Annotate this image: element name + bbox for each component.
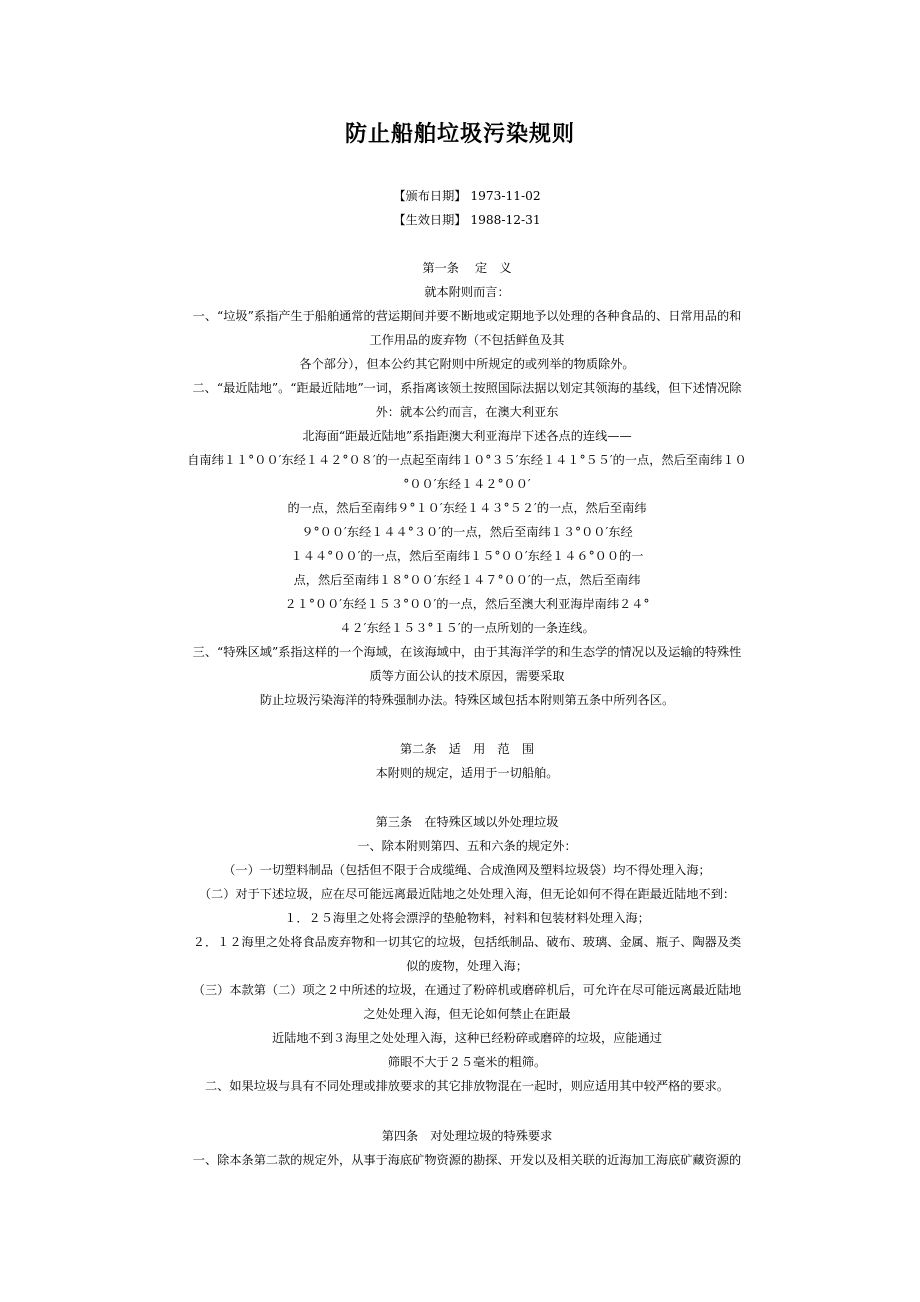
effective-date: 【生效日期】 1988-12-31 <box>393 213 541 227</box>
issue-date: 【颁布日期】 1973-11-02 <box>393 189 541 203</box>
paragraph-line: ９°００′东经１４４°３０′的一点，然后至南纬１３°００′东经 <box>301 525 633 539</box>
paragraph-line: 筛眼不大于２５毫米的粗筛。 <box>387 1055 547 1069</box>
paragraph-line: 似的废物，处理入海； <box>406 959 528 973</box>
article-1-heading: 第一条 定 义 <box>422 261 512 275</box>
paragraph-line: 之处处理入海，但无论如何禁止在距最 <box>363 1007 571 1021</box>
paragraph-line: １４４°００′的一点，然后至南纬１５°００′东经１４６°００的一 <box>290 549 644 563</box>
paragraph-line: 二、如果垃圾与具有不同处理或排放要求的其它排放物混在一起时，则应适用其中较严格的要求。 <box>204 1079 730 1093</box>
paragraph-line: ２１°００′东经１５３°００′的一点，然后至澳大利亚海岸南纬２４° <box>284 597 650 611</box>
paragraph-line: （二）对于下述垃圾，应在尽可能远离最近陆地之处处理入海，但无论如何不得在距最近陆地不到： <box>198 887 736 901</box>
paragraph-line: ２．１２海里之处将食品废弃物和一切其它的垃圾，包括纸制品、破布、玻璃、金属、瓶子、陶器及类 <box>192 935 742 949</box>
paragraph-line: °００′东经１４２°００′ <box>403 477 531 491</box>
paragraph-line: （一）一切塑料制品（包括但不限于合成缆绳、合成渔网及塑料垃圾袋）均不得处理入海； <box>223 863 711 877</box>
paragraph-line: 一、除本附则第四、五和六条的规定外： <box>357 839 577 853</box>
paragraph-line: 防止垃圾污染海洋的特殊强制办法。特殊区域包括本附则第五条中所列各区。 <box>259 693 675 707</box>
paragraph-line: 三、“特殊区域”系指这样的一个海域，在该海域中，由于其海洋学的和生态学的情况以及运输的特殊性 <box>192 645 742 659</box>
paragraph-line: 一、除本条第二款的规定外，从事于海底矿物资源的勘探、开发以及相关联的近海加工海底矿藏资源的 <box>192 1153 742 1167</box>
paragraph-line: 的一点，然后至南纬９°１０′东经１４３°５２′的一点，然后至南纬 <box>287 501 647 515</box>
paragraph-line: （三）本款第（二）项之２中所述的垃圾，在通过了粉碎机或磨碎机后，可允许在尽可能远离最近陆地 <box>192 983 742 997</box>
paragraph-line: 北海面“距最近陆地”系指距澳大利亚海岸下述各点的连线—— <box>302 429 632 443</box>
paragraph-line: 点，然后至南纬１８°００′东经１４７°００′的一点，然后至南纬 <box>293 573 641 587</box>
document-title: 防止船舶垃圾污染规则 <box>344 122 575 147</box>
paragraph-line: 本附则的规定，适用于一切船舶。 <box>375 766 559 780</box>
paragraph-line: １．２５海里之处将会漂浮的垫舱物料，衬料和包装材料处理入海； <box>284 911 650 925</box>
paragraph-line: 工作用品的废弃物（不包括鲜鱼及其 <box>369 333 565 347</box>
paragraph-line: 自南纬１１°００′东经１４２°０８′的一点起至南纬１０°３５′东经１４１°５５′的一点，然后至南纬１０ <box>187 453 747 467</box>
paragraph-line: 各个部分），但本公约其它附则中所规定的或列举的物质除外。 <box>299 357 635 371</box>
paragraph-line: 近陆地不到３海里之处处理入海，这种已经粉碎或磨碎的垃圾，应能通过 <box>272 1031 662 1045</box>
paragraph-line: 一、“垃圾”系指产生于船舶通常的营运期间并要不断地或定期地予以处理的各种食品的、日常用品的和 <box>192 309 742 323</box>
article-4-heading: 第四条 对处理垃圾的特殊要求 <box>381 1129 553 1143</box>
paragraph-line: 外：就本公约而言，在澳大利亚东 <box>375 405 559 419</box>
article-3-heading: 第三条 在特殊区域以外处理垃圾 <box>375 815 559 829</box>
paragraph-line: 质等方面公认的技术原因，需要采取 <box>369 669 565 683</box>
paragraph-line: 就本附则而言： <box>424 285 510 299</box>
article-2-heading: 第二条 适 用 范 围 <box>399 742 535 756</box>
document-body <box>150 0 784 1302</box>
paragraph-line: 二、“最近陆地”。“距最近陆地”一词，系指离该领土按照国际法据以划定其领海的基线，但下述情况除 <box>192 381 742 395</box>
paragraph-line: ４２′东经１５３°１５′的一点所划的一条连线。 <box>339 621 595 635</box>
